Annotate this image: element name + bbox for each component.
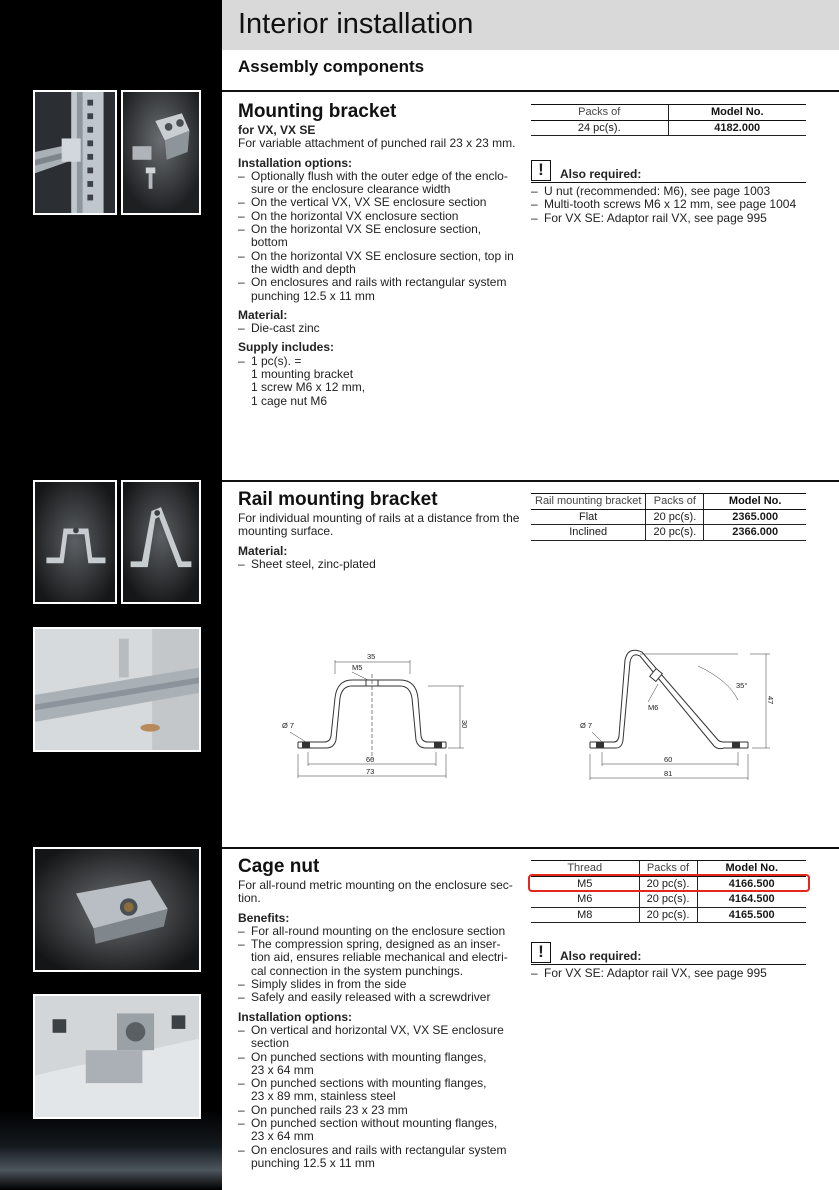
model-number[interactable]: 4182.000: [668, 120, 806, 136]
list-item-continuation: 23 x 64 mm: [251, 1062, 314, 1077]
material-item: – Sheet steel, zinc-plated: [238, 558, 523, 571]
column-header: Thread: [531, 861, 639, 877]
list-item: – Safely and easily released with a screwdriver: [238, 991, 523, 1004]
page-title: Interior installation: [238, 8, 474, 40]
product-description-cont: tion.: [238, 891, 261, 906]
material-heading: Material:: [238, 543, 288, 558]
supply-item: – 1 pc(s). =: [238, 355, 523, 368]
product-description: For all-round metric mounting on the enclosure sec-: [238, 878, 513, 892]
table-cell: 20 pc(s).: [639, 876, 697, 892]
photo-sidebar: [0, 0, 222, 1190]
material-heading: Material:: [238, 307, 288, 322]
photo-mounting-bracket-installed: [33, 90, 117, 215]
column-header: Model No.: [668, 105, 806, 121]
model-number[interactable]: 2365.000: [704, 509, 806, 525]
dim-top-width: 35: [367, 652, 376, 661]
also-required-box: [531, 942, 806, 980]
supply-heading: Supply includes:: [238, 340, 335, 355]
also-required-title: Also required:: [560, 166, 642, 181]
table-row: [531, 120, 806, 136]
section-divider: [222, 847, 839, 849]
list-item: – On punched sections with mounting flanges,: [238, 1051, 523, 1064]
selection-highlight: [528, 874, 810, 892]
column-header: Packs of: [639, 861, 697, 877]
photo-rail-bracket-flat: [33, 480, 117, 604]
dim-thread: M6: [648, 703, 659, 712]
dim-height: 30: [460, 720, 469, 729]
model-number[interactable]: 2366.000: [704, 525, 806, 541]
column-header: Packs of: [646, 494, 704, 510]
table-cell: M5: [531, 876, 639, 892]
table-cell: M6: [531, 892, 639, 908]
photo-mounting-bracket-parts: [121, 90, 201, 215]
list-item: – On the horizontal VX SE enclosure section,: [238, 223, 523, 236]
supply-continuation: 1 mounting bracket: [251, 367, 354, 382]
dim-outer: 73: [366, 767, 375, 776]
product-title: Rail mounting bracket: [238, 489, 438, 510]
also-required-box: [531, 160, 806, 225]
product-subtitle: for VX, VX SE: [238, 123, 316, 137]
installation-list: [238, 170, 523, 303]
photo-rail-bracket-inclined: [121, 480, 201, 604]
list-item: – On enclosures and rails with rectangular system: [238, 276, 523, 289]
section-divider: [222, 480, 839, 482]
list-item: – The compression spring, designed as an inser-: [238, 938, 523, 951]
required-item: – U nut (recommended: M6), see page 1003: [531, 185, 806, 198]
column-header: Packs of: [531, 105, 668, 121]
section-divider: [222, 90, 839, 92]
photo-cage-nut-installed: [33, 994, 201, 1119]
list-item-continuation: sure or the enclosure clearance width: [251, 182, 451, 197]
dim-inner: 60: [366, 755, 375, 764]
cage-nut-text: [238, 856, 523, 1170]
table-cell: 20 pc(s).: [639, 907, 697, 923]
sidebar-glow: [0, 1110, 222, 1190]
warning-icon: !: [531, 160, 551, 181]
table-row: [531, 892, 806, 908]
photo-rail-bracket-installed: [33, 627, 201, 752]
mounting-bracket-text: [238, 101, 523, 408]
list-item: – On the vertical VX, VX SE enclosure section: [238, 196, 523, 209]
product-title: Mounting bracket: [238, 101, 397, 122]
list-item-continuation: punching 12.5 x 11 mm: [251, 1155, 375, 1170]
dim-thread: M5: [352, 663, 363, 672]
list-item: – For all-round mounting on the enclosure section: [238, 925, 523, 938]
list-item: – On enclosures and rails with rectangular system: [238, 1144, 523, 1157]
table-row: [531, 525, 806, 541]
dim-hole: Ø 7: [580, 721, 593, 730]
list-item: – On the horizontal VX SE enclosure section, top in: [238, 250, 523, 263]
list-item: – On the horizontal VX enclosure section: [238, 210, 523, 223]
rail-bracket-table: [531, 493, 806, 541]
benefits-heading: Benefits:: [238, 910, 290, 925]
installation-heading: Installation options:: [238, 1009, 352, 1024]
drawing-inclined-bracket: [578, 640, 778, 790]
dim-hole: Ø 7: [282, 721, 295, 730]
list-item-continuation: cal connection in the system punchings.: [251, 963, 464, 978]
required-item: – For VX SE: Adaptor rail VX, see page 995: [531, 212, 806, 225]
product-title: Cage nut: [238, 856, 320, 877]
dim-outer: 81: [664, 769, 673, 778]
model-number[interactable]: 4165.500: [697, 907, 806, 923]
list-item-continuation: tion aid, ensures reliable mechanical and electri-: [251, 950, 508, 965]
column-header: Model No.: [704, 494, 806, 510]
required-item: – For VX SE: Adaptor rail VX, see page 995: [531, 967, 806, 980]
dim-angle: 35°: [736, 681, 748, 690]
required-item: – Multi-tooth screws M6 x 12 mm, see page 1004: [531, 198, 806, 211]
installation-heading: Installation options:: [238, 155, 352, 170]
rail-bracket-text: [238, 489, 523, 571]
table-row: [531, 907, 806, 923]
dim-inner: 60: [664, 755, 673, 764]
model-number[interactable]: 4164.500: [697, 892, 806, 908]
list-item-continuation: section: [251, 1036, 290, 1051]
product-description: For variable attachment of punched rail 23 x 23 mm.: [238, 136, 516, 151]
mounting-bracket-table: [531, 104, 806, 136]
table-cell: M8: [531, 907, 639, 923]
table-cell: 20 pc(s).: [639, 892, 697, 908]
dim-height: 47: [766, 696, 775, 705]
table-cell: Inclined: [531, 525, 646, 541]
column-header: Model No.: [697, 861, 806, 877]
list-item-continuation: punching 12.5 x 11 mm: [251, 288, 375, 303]
photo-cage-nut: [33, 847, 201, 972]
model-number[interactable]: 4166.500: [697, 876, 806, 892]
table-cell: 24 pc(s).: [531, 120, 668, 136]
list-item: – On punched sections with mounting flanges,: [238, 1077, 523, 1090]
list-item: – On punched rails 23 x 23 mm: [238, 1104, 523, 1117]
supply-continuation: 1 cage nut M6: [251, 393, 328, 408]
list-item: – Optionally flush with the outer edge of the enclo-: [238, 170, 523, 183]
list-item-continuation: bottom: [251, 235, 288, 250]
column-header: Rail mounting bracket: [531, 494, 646, 510]
product-description: For individual mounting of rails at a distance from the mounting surface.: [238, 511, 520, 539]
table-cell: 20 pc(s).: [646, 509, 704, 525]
list-item: – On punched section without mounting flanges,: [238, 1117, 523, 1130]
material-item: – Die-cast zinc: [238, 322, 523, 335]
list-item-continuation: the width and depth: [251, 261, 356, 276]
list-item-continuation: 23 x 89 mm, stainless steel: [251, 1089, 396, 1104]
drawing-flat-bracket: [278, 648, 478, 788]
warning-icon: !: [531, 942, 551, 963]
list-item: – Simply slides in from the side: [238, 978, 523, 991]
supply-continuation: 1 screw M6 x 12 mm,: [251, 380, 366, 395]
table-row: [531, 509, 806, 525]
section-group-title: Assembly components: [238, 57, 425, 76]
list-item-continuation: 23 x 64 mm: [251, 1129, 314, 1144]
table-cell: Flat: [531, 509, 646, 525]
list-item: – On vertical and horizontal VX, VX SE enclosure: [238, 1024, 523, 1037]
table-cell: 20 pc(s).: [646, 525, 704, 541]
also-required-title: Also required:: [560, 948, 642, 963]
